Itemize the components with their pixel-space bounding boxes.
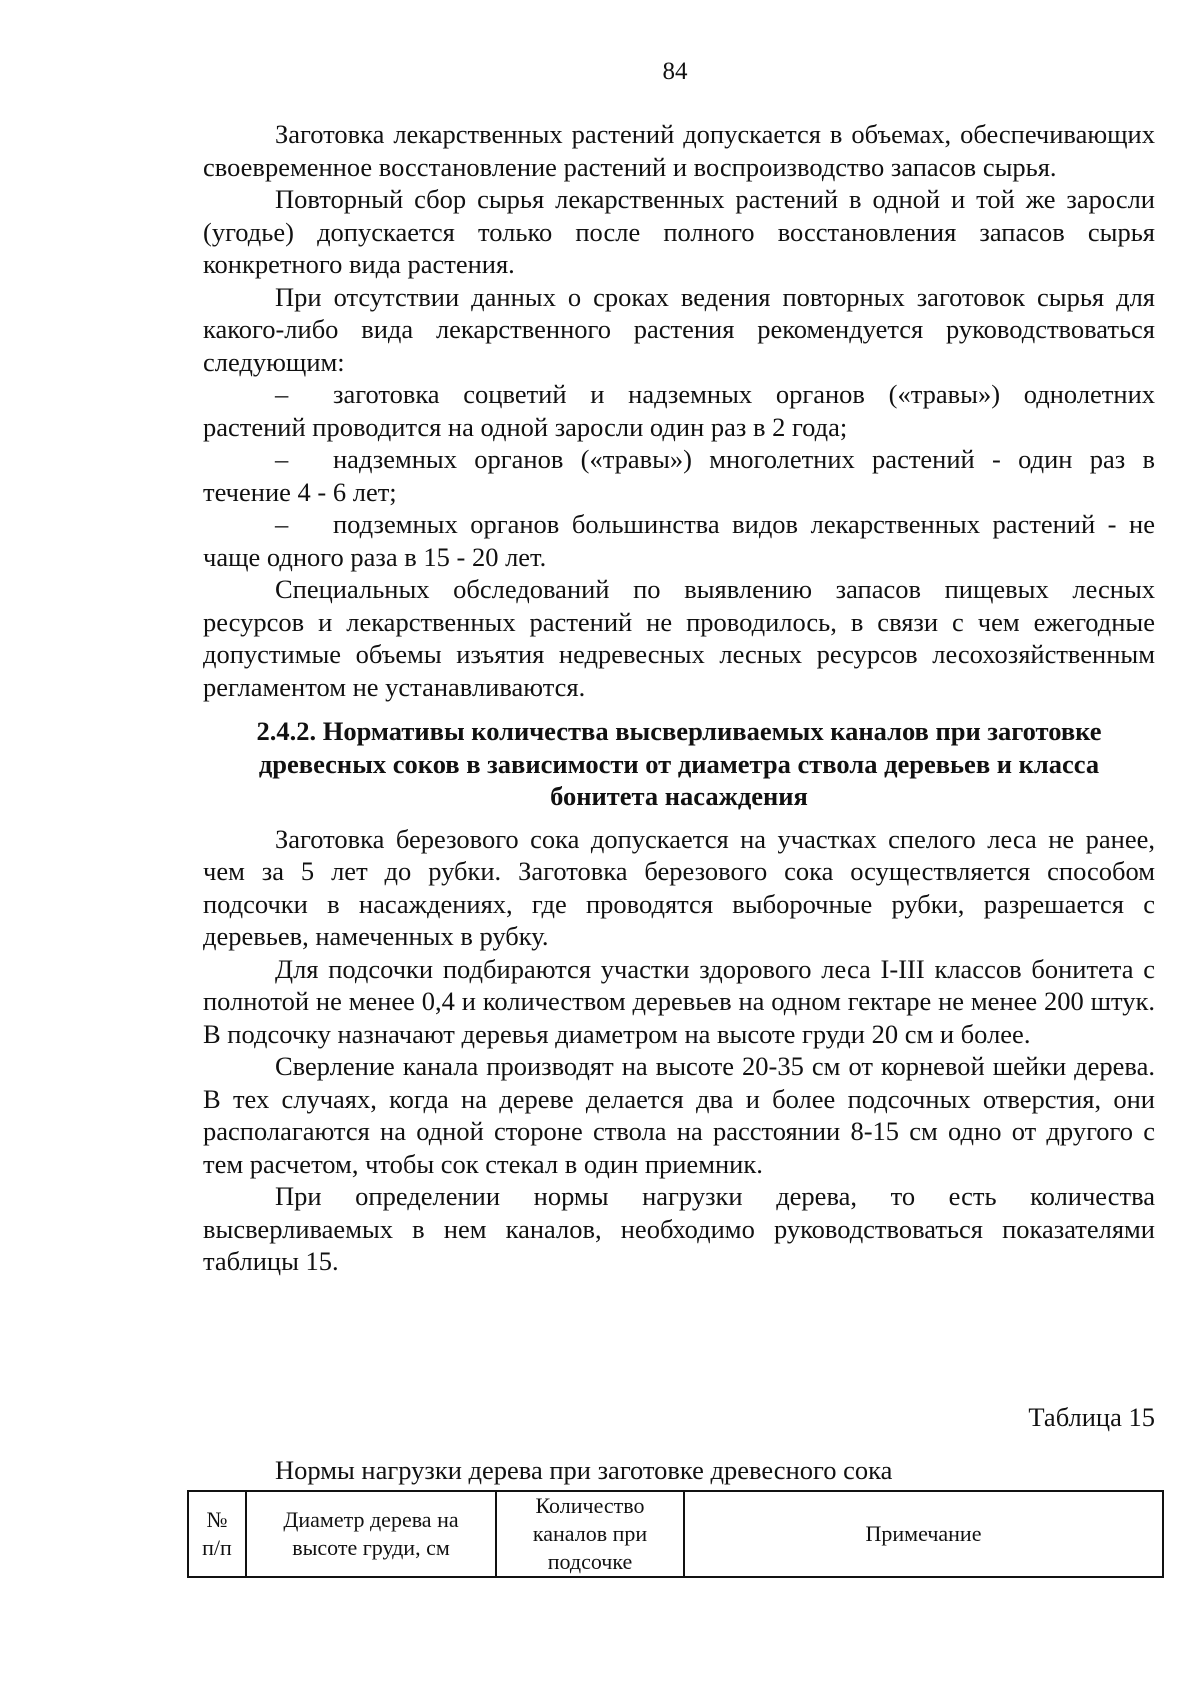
page-number: 84 <box>662 58 688 85</box>
table-label: Таблица 15 <box>1028 1402 1155 1432</box>
header-num-line1: № <box>206 1507 228 1532</box>
paragraph: Заготовка лекарственных растений допускается в объемах, обеспечивающих своевременное восстановление растений и воспроизводство запасов сырья. <box>203 119 1155 182</box>
list-marker: – <box>275 509 289 539</box>
paragraph: При определении нормы нагрузки дерева, то есть количества высверливаемых в нем каналов, необходимо руководствоваться показателями таблицы 15. <box>203 1181 1155 1276</box>
header-channels-line1: Количество <box>535 1493 645 1518</box>
header-num-line2: п/п <box>202 1535 232 1560</box>
body-text <box>203 118 1155 1278</box>
section-heading: 2.4.2. Нормативы количества высверливаемых каналов при заготовке древесных соков в зависимости от диаметра ствола деревьев и класса бонитета насаждения <box>256 716 1102 811</box>
list-item-text: подземных органов большинства видов лекарственных растений - не чаще одного раза в 15 - 20 лет. <box>203 509 1155 572</box>
list-marker: – <box>275 379 289 409</box>
list-item-text: надземных органов («травы») многолетних растений - один раз в течение 4 - 6 лет; <box>203 444 1155 507</box>
header-diameter-line2: высоте груди, см <box>292 1535 450 1560</box>
list-item <box>203 443 1155 508</box>
header-diameter-line1: Диаметр дерева на <box>283 1507 459 1532</box>
paragraph: При отсутствии данных о сроках ведения повторных заготовок сырья для какого-либо вида лекарственного растения рекомендуется руководствоваться следующим: <box>203 281 1155 377</box>
list-marker: – <box>275 444 289 474</box>
header-channels-line2: каналов при <box>532 1521 648 1546</box>
table-title: Нормы нагрузки дерева при заготовке древесного сока <box>275 1455 893 1485</box>
paragraph: Заготовка березового сока допускается на участках спелого леса не ранее, чем за 5 лет до рубки. Заготовка березового сока осуществляется способом подсочки в насаждениях, где проводятся выборочные рубки, разрешается с деревьев, намеченных в рубку. <box>203 823 1155 951</box>
header-note: Примечание <box>684 1491 1163 1577</box>
header-num <box>188 1491 246 1577</box>
list-item-text: заготовка соцветий и надземных органов («травы») однолетних растений проводится на одной заросли один раз в 2 года; <box>203 379 1155 442</box>
paragraph: Для подсочки подбираются участки здорового леса I-III классов бонитета с полнотой не менее 0,4 и количеством деревьев на одном гектаре не менее 200 штук. В подсочку назначают деревья диаметром на высоте груди 20 см и более. <box>203 953 1155 1049</box>
list-item <box>203 508 1155 573</box>
list-item <box>203 378 1155 443</box>
header-channels <box>496 1491 684 1577</box>
header-channels-line3: подсочке <box>547 1549 633 1574</box>
table-header-row <box>188 1491 1163 1577</box>
header-diameter <box>246 1491 496 1577</box>
paragraph: Специальных обследований по выявлению запасов пищевых лесных ресурсов и лекарственных растений не проводилось, в связи с чем ежегодные допустимые объемы изъятия недревесных лесных ресурсов лесохозяйственным регламентом не устанавливаются. <box>203 574 1155 702</box>
paragraph: Сверление канала производят на высоте 20-35 см от корневой шейки дерева. В тех случаях, когда на дереве делается два и более подсочных отверстия, они располагаются на одной стороне ствола на расстоянии 8-15 см одно от другого с тем расчетом, чтобы сок стекал в один приемник. <box>203 1051 1155 1179</box>
paragraph: Повторный сбор сырья лекарственных растений в одной и той же заросли (угодье) допускается только после полного восстановления запасов сырья конкретного вида растения. <box>203 184 1155 279</box>
norms-table <box>187 1490 1164 1578</box>
